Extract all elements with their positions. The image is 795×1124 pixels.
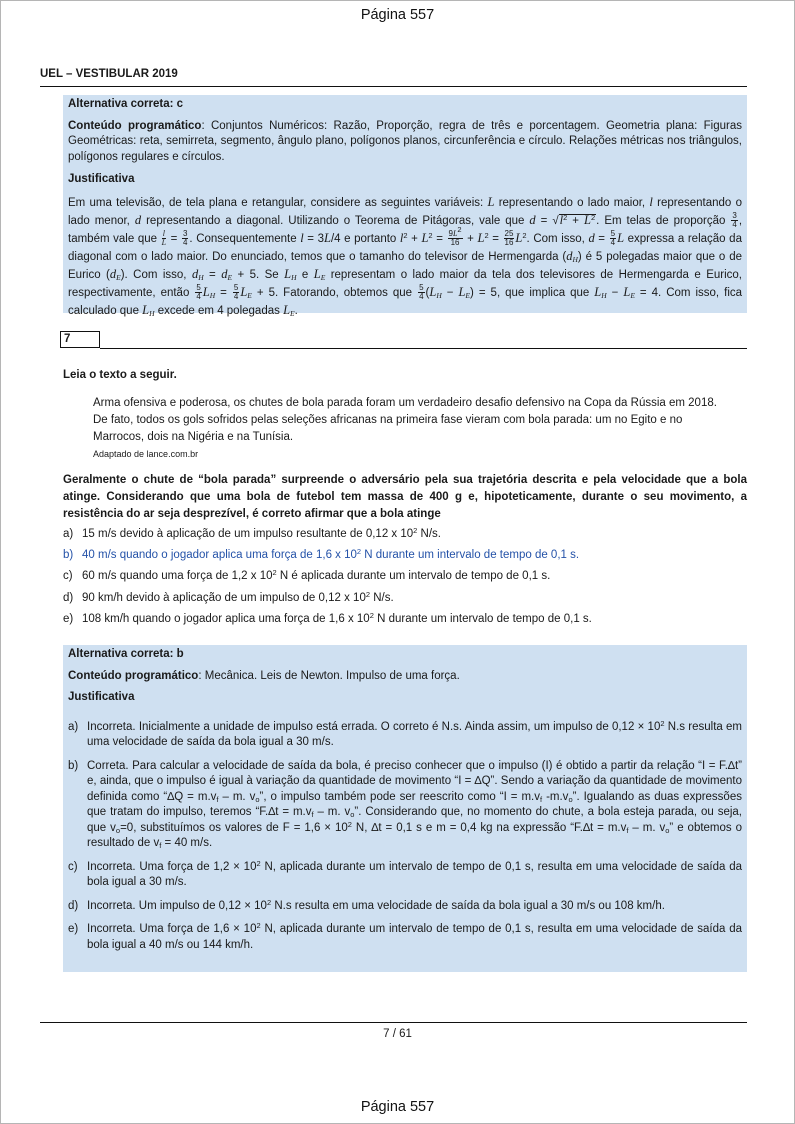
doc-header: UEL – VESTIBULAR 2019 bbox=[40, 68, 178, 80]
option-b[interactable]: b) 40 m/s quando o jogador aplica uma força de 1,6 x $10^2$ N durante um intervalo de tempo de 0,1 s. bbox=[63, 547, 580, 561]
reading-instruction: Leia o texto a seguir. bbox=[63, 369, 177, 381]
previous-syllabus: Conteúdo programático: Conjuntos Numéricos: Razão, Proporção, regra de três e porcentagem. Geometria plana: Figuras Geométricas: reta, semirreta, segmento, ângulo plano, polígonos planos, circunferência e círculo. Relações métricas nos triângulos, polígonos regulares e círculos. bbox=[68, 119, 742, 163]
justification-heading: Justificativa bbox=[68, 691, 135, 703]
option-a[interactable]: a) 15 m/s devido à aplicação de um impulso resultante de 0,12 x $10^2$ N/s. bbox=[63, 526, 441, 540]
answer-box bbox=[63, 645, 747, 972]
syllabus: Conteúdo programático: Mecânica. Leis de Newton. Impulso de uma força. bbox=[68, 669, 460, 682]
justification-item-c: c) Incorreta. Uma força de $1,2 \times 10^2$ N, aplicada durante um intervalo de tempo de 0,1 s, resulta em uma velocidade de saída da bola igual a 30 m/s. bbox=[68, 858, 742, 888]
passage-source: Adaptado de lance.com.br bbox=[93, 449, 199, 459]
previous-justification-heading: Justificativa bbox=[68, 173, 135, 185]
page-label-top: Página 557 bbox=[360, 7, 435, 23]
justification-item-b: b) Correta. Para calcular a velocidade de saída da bola, é preciso conhecer que o impulso (I) é obtido a partir da relação “I = F.∆t” e, ainda, que o impulso é igual à variação da quantidade de movimento “I = ∆Q”. Sendo a variação da quantidade de movimento definida como “$\Delta Q = m.v_f - m$. $v_o$”, o impulso também pode ser reescrito como “$I = m.v_f$ $-m.v_o$”. Igualando as duas expressões que tratam do impulso, teremos “$F.\Delta t = m.v_f - m$. $v_o$”. Considerando que, no momento do chute, a bola esteja parada, ou seja, que $v_o=0$, substituímos os valores de $F = 1,6 \times 10^2$ N, ∆t = 0,1 s e m = 0,4 kg na expressão “$F.\Delta t = m.v_f - m$. $v_o$” e obtemos o resultado de $v_f = 40$ m/s. bbox=[68, 759, 743, 850]
footer-rule bbox=[40, 1022, 747, 1023]
previous-justification-text: Em uma televisão, de tela plana e retangular, considere as seguintes variáveis: L representando o lado maior, l representando o lado menor, d representando a diagonal. Utilizando o Teorema de Pitágoras, vale que $d = √l^2 + L^2$. Em telas de proporção $\frac{3}{4}$ , também vale que $\frac{l}{L}$ = $\frac{3}{4}$ . Consequentemente l = 3L/4 e portanto $l^2 + L^2$ = $\frac{9L^2}{16}$ + $L^2$ = $\frac{25}{16}$ $L^2$. Com isso, d = $\frac{5}{4}$ L expressa a relação da diagonal com o lado maior. Do enunciado, temos que o tamanho do televisor de Hermengarda $(d_H)$ é 5 polegadas maior que o de Eurico $(d_E)$. Com isso, $d_H = d_E + 5$. Se $L_H$ e $L_E$ representam o lado maior da tela dos televisores de Hermengarda e Eurico, respectivamente, então $\frac{5}{4}$ $L_H$ = $\frac{5}{4}$ $L_E + 5$. Fatorando, obtemos que $\frac{5}{4}$ $(L_H - L_E) = 5$, que implica que $L_H - L_E = 4$. Com isso, fica calculado que $L_H$ excede em 4 polegadas $L_E$. bbox=[68, 194, 743, 318]
header-rule bbox=[40, 86, 747, 87]
option-c[interactable]: c) 60 m/s quando uma força de 1,2 x $10^2$ N é aplicada durante um intervalo de tempo de 0,1 s. bbox=[63, 568, 551, 582]
previous-correct-alternative: Alternativa correta: c bbox=[68, 98, 184, 110]
correct-alternative: Alternativa correta: b bbox=[68, 648, 184, 660]
option-e[interactable]: e) 108 km/h quando o jogador aplica uma força de 1,6 x $10^2$ N durante um intervalo de tempo de 0,1 s. bbox=[63, 611, 592, 625]
justification-item-e: e) Incorreta. Uma força de $1,6 \times 10^2$ N, aplicada durante um intervalo de tempo de 0,1 s, resulta em uma velocidade de saída da bola igual a 40 m/s ou 144 km/h. bbox=[68, 921, 742, 951]
justification-item-d: d) Incorreta. Um impulso de $0,12 \times 10^2$ N.s resulta em uma velocidade de saída da bola igual a 30 m/s ou 108 km/h. bbox=[68, 897, 665, 912]
question-stem: Geralmente o chute de “bola parada” surpreende o adversário pela sua trajetória descrita e pela velocidade que a bola atinge. Considerando que uma bola de futebol tem massa de 400 g e, hipoteticamente, durante o seu movimento, a resistência do ar seja desprezível, é correto afirmar que a bola atinge bbox=[63, 474, 747, 520]
justification-list bbox=[68, 720, 742, 954]
previous-answer-box bbox=[63, 95, 747, 318]
question-rule bbox=[100, 348, 747, 349]
question-number: 7 bbox=[60, 331, 100, 348]
justification-item-a: a) Incorreta. Inicialmente a unidade de impulso está errada. O correto é N.s. Ainda assim, um impulso de $0,12 \times 10^2$ N.s resulta em uma velocidade de saída da bola igual a 30 m/s. bbox=[68, 718, 743, 748]
page-counter: 7 / 61 bbox=[383, 1028, 412, 1040]
reading-passage: Arma ofensiva e poderosa, os chutes de bola parada foram um verdadeiro desafio defensivo na Copa da Rússia em 2018. De fato, todos os gols sofridos pelas seleções africanas na primeira fase vieram com bola parada: um no Egito e no Marrocos, dois na Nigéria e na Tunísia. bbox=[93, 397, 717, 443]
option-d[interactable]: d) 90 km/h devido à aplicação de um impulso de 0,12 x $10^2$ N/s. bbox=[63, 590, 394, 604]
page-label-bottom: Página 557 bbox=[360, 1099, 435, 1115]
